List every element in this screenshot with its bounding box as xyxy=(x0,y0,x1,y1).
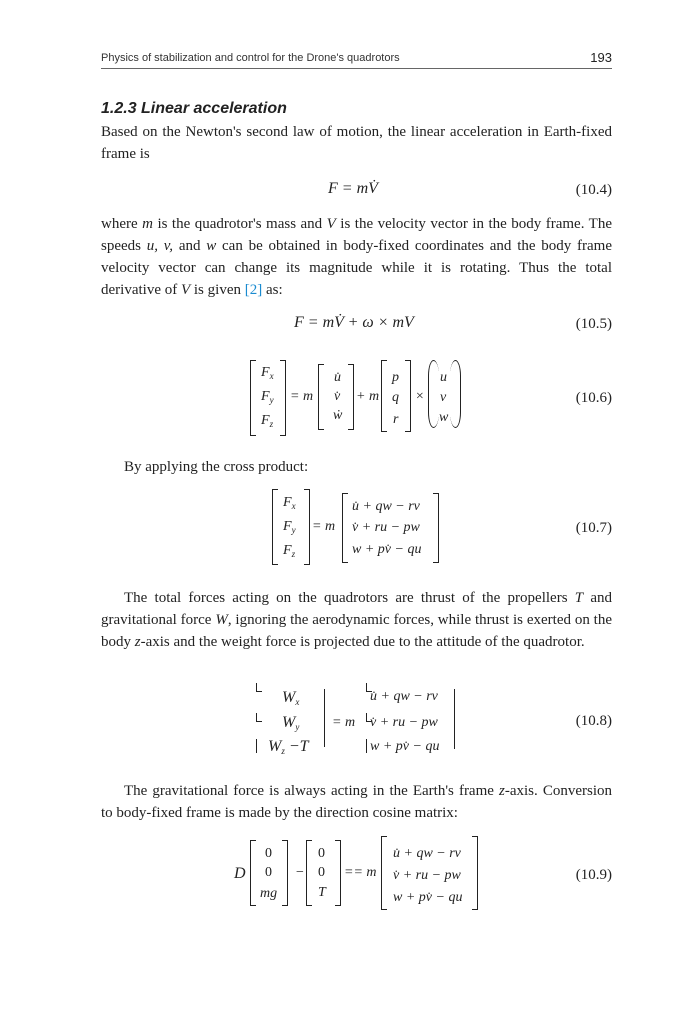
equation-10-6: $F_x$ $F_y$ $F_z$ = m u̇ v̇ ẇ + m p q r × u v w xyxy=(250,360,470,438)
paragraph-1: Based on the Newton's second law of motion, the linear acceleration in Earth-fixed frame is xyxy=(101,124,612,162)
equation-number-10-6: (10.6) xyxy=(575,390,612,406)
paragraph-4: The total forces acting on the quadrotors are thrust of the propellers T and gravitational force W, ignoring the aerodynamic forces, while thrust is exerted on the body z-axis and the weight force is projected due to the attitude of the quadrotor. xyxy=(101,590,612,650)
paragraph-2: where m is the quadrotor's mass and V is the velocity vector in the body frame. The speeds u, v, and w can be obtained in body-fixed coordinates and the body frame velocity vector can change its magnitude while it is rotating. Thus the total derivative of V is given [2] as: xyxy=(101,216,612,298)
equation-number-10-9: (10.9) xyxy=(575,867,612,883)
equation-number-10-4: (10.4) xyxy=(575,182,612,198)
section-heading: 1.2.3 Linear acceleration xyxy=(101,100,287,117)
equation-10-5: F = mV̇ + ω × mV xyxy=(294,314,414,331)
equation-10-7: $F_x$ $F_y$ $F_z$ = m u̇ + qw − rv v̇ + ru − pw w + pv̇ − qu xyxy=(272,489,447,567)
running-header xyxy=(101,50,612,69)
equation-10-9: D 0 0 mg − 0 0 T == m u̇ + qw − rv v̇ + ru − pw w + pv̇ − qu xyxy=(234,836,484,914)
equation-number-10-7: (10.7) xyxy=(575,520,612,536)
running-title: Physics of stabilization and control for the Drone's quadrotors xyxy=(101,52,400,64)
equation-10-8: $W_x$ $W_y$ $W_z -T$ = m u̇ + qw − rv v̇ + ru − pw w + pv̇ − qu xyxy=(256,683,466,761)
page-number: 193 xyxy=(590,50,612,65)
equation-number-10-5: (10.5) xyxy=(575,316,612,332)
paragraph-5: The gravitational force is always acting in the Earth's frame z-axis. Conversion to body-fixed frame is made by the direction cosine matrix: xyxy=(101,783,612,821)
equation-number-10-8: (10.8) xyxy=(575,713,612,729)
equation-10-4: F = mV̇ xyxy=(328,180,378,197)
citation-link[interactable]: [2] xyxy=(244,282,263,298)
paragraph-3: By applying the cross product: xyxy=(124,459,309,475)
